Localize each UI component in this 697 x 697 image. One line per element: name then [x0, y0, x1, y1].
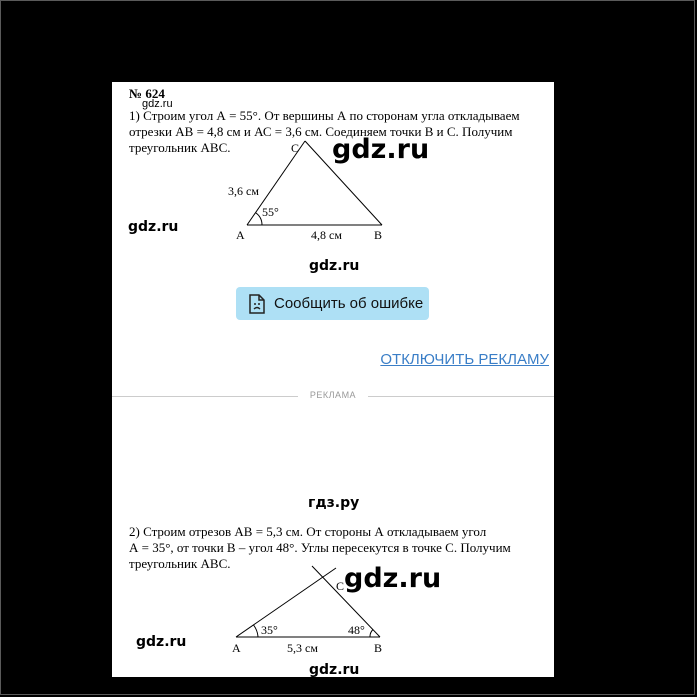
label-side-ab: 4,8 см [311, 228, 342, 242]
part1-line-1: 1) Строим угол А = 55°. От вершины А по сторонам угла откладываем [129, 108, 520, 123]
part2-line-1: 2) Строим отрезов АВ = 5,3 см. От стороны А откладываем угол [129, 524, 487, 539]
part2-line-2: А = 35°, от точки В – угол 48°. Углы пересекутся в точке С. Получим [129, 540, 511, 555]
label-angle-b-2: 48° [348, 623, 365, 637]
label-side-ac: 3,6 см [228, 184, 259, 198]
label-a: А [236, 228, 245, 242]
ad-label: РЕКЛАМА [112, 390, 554, 400]
label-angle-a-2: 35° [261, 623, 278, 637]
label-c: С [291, 141, 300, 155]
watermark-left-2: gdz.ru [136, 634, 187, 650]
watermark-bottom: gdz.ru [309, 662, 360, 677]
label-b-2: В [374, 641, 383, 655]
watermark-center-1: gdz.ru [309, 258, 360, 274]
part1-line-3: треугольник АВС. [129, 140, 231, 155]
label-b: В [374, 228, 383, 242]
label-a-2: А [232, 641, 241, 655]
triangle-figure-2 [112, 552, 554, 677]
ray-from-a [236, 568, 336, 637]
disable-ads-link[interactable]: ОТКЛЮЧИТЬ РЕКЛАМУ [380, 351, 549, 368]
sad-document-icon [248, 294, 266, 314]
part2-line-3: треугольник АВС. [129, 556, 231, 571]
watermark-ru: гдз.ру [308, 495, 360, 511]
watermark-left-1: gdz.ru [128, 219, 179, 235]
label-c-2: С [336, 579, 345, 593]
watermark-big-2: gdz.ru [344, 563, 442, 594]
angle-arc-b-2 [370, 630, 373, 638]
watermark-small: gdz.ru [142, 98, 173, 110]
watermark-big-1: gdz.ru [332, 134, 430, 165]
content-page [112, 82, 554, 677]
task-number: № 624 [129, 86, 165, 101]
report-error-button[interactable] [236, 287, 429, 320]
report-error-label: Сообщить об ошибке [274, 295, 424, 312]
angle-arc-a-2 [254, 625, 259, 637]
label-side-ab-2: 5,3 см [287, 641, 318, 655]
part1-line-2: отрезки АВ = 4,8 см и АС = 3,6 см. Соединяем точки В и С. Получим [129, 124, 513, 139]
label-angle-a: 55° [262, 205, 279, 219]
